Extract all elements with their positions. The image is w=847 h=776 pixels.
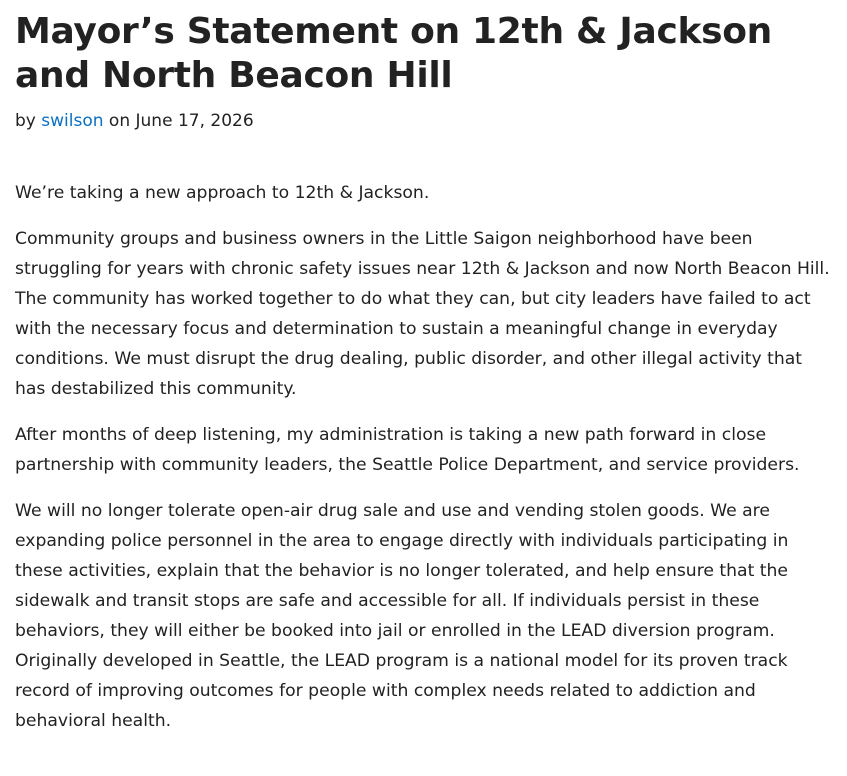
byline-middle: on	[108, 111, 131, 131]
byline-prefix: by	[15, 111, 36, 131]
paragraph-4: We will no longer tolerate open-air drug sale and use and vending stolen goods. We are expanding police personnel in the area to engage directly with individuals participating in these activities, explain that the behavior is no longer tolerated, and help ensure that the sidewalk and transit stops are safe and accessible for all. If individuals persist in these behaviors, they will either be booked into jail or enrolled in the LEAD diversion program. Originally developed in Seattle, the LEAD program is a national model for its proven track record of improving outcomes for people with complex needs related to addiction and behavioral health.	[15, 501, 789, 731]
article-title: Mayor’s Statement on 12th & Jackson and North Beacon Hill	[15, 11, 773, 96]
publish-date: June 17, 2026	[135, 111, 254, 131]
author-link[interactable]: swilson	[41, 111, 104, 131]
paragraph-3: After months of deep listening, my administration is taking a new path forward in close partnership with community leaders, the Seattle Police Department, and service providers.	[15, 425, 800, 475]
paragraph-2: Community groups and business owners in the Little Saigon neighborhood have been struggling for years with chronic safety issues near 12th & Jackson and now North Beacon Hill. The community has worked together to do what they can, but city leaders have failed to act with the necessary focus and determination to sustain a meaningful change in everyday conditions. We must disrupt the drug dealing, public disorder, and other illegal activity that has destabilized this community.	[15, 229, 830, 399]
paragraph-1: We’re taking a new approach to 12th & Jackson.	[15, 183, 430, 203]
byline	[15, 109, 833, 133]
article-body	[15, 178, 833, 736]
